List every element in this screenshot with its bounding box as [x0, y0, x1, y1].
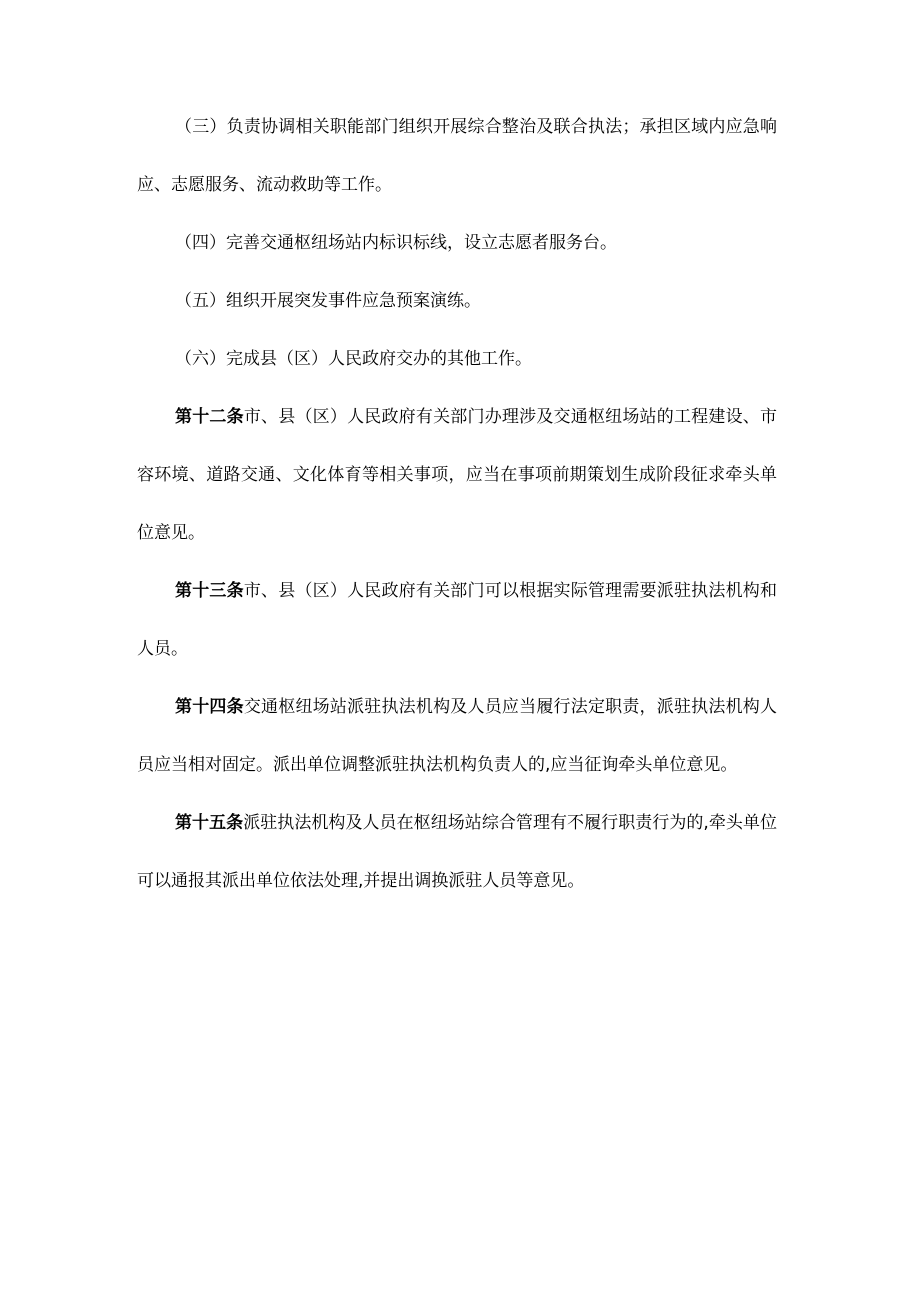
article-text: 派驻执法机构及人员在枢纽场站综合管理有不履行职责行为的,牵头单位可以通报其派出单位依法处理,并提出调换派驻人员等意见。: [137, 813, 778, 891]
article-number: 第十五条: [175, 813, 244, 833]
paragraph-text: （三）负责协调相关职能部门组织开展综合整治及联合执法；承担区域内应急响应、志愿服务、流动救助等工作。: [137, 117, 777, 195]
article-number: 第十三条: [175, 581, 244, 601]
article-number: 第十四条: [175, 697, 244, 717]
paragraph-item-5: [137, 272, 777, 330]
article-14: [137, 678, 777, 794]
document-body: [137, 98, 777, 910]
article-text: 交通枢纽场站派驻执法机构及人员应当履行法定职责，派驻执法机构人员应当相对固定。派出单位调整派驻执法机构负责人的,应当征询牵头单位意见。: [137, 697, 778, 775]
paragraph-text: （六）完成县（区）人民政府交办的其他工作。: [175, 349, 532, 369]
article-text: 市、县（区）人民政府有关部门办理涉及交通枢纽场站的工程建设、市容环境、道路交通、文化体育等相关事项，应当在事项前期策划生成阶段征求牵头单位意见。: [137, 407, 778, 543]
article-12: [137, 388, 777, 562]
paragraph-text: （五）组织开展突发事件应急预案演练。: [175, 291, 481, 311]
article-15: [137, 794, 777, 910]
paragraph-item-6: [137, 330, 777, 388]
article-number: 第十二条: [175, 407, 244, 427]
paragraph-item-3: [137, 98, 777, 214]
paragraph-text: （四）完善交通枢纽场站内标识标线，设立志愿者服务台。: [175, 233, 617, 253]
article-text: 市、县（区）人民政府有关部门可以根据实际管理需要派驻执法机构和人员。: [137, 581, 778, 659]
article-13: [137, 562, 777, 678]
paragraph-item-4: [137, 214, 777, 272]
